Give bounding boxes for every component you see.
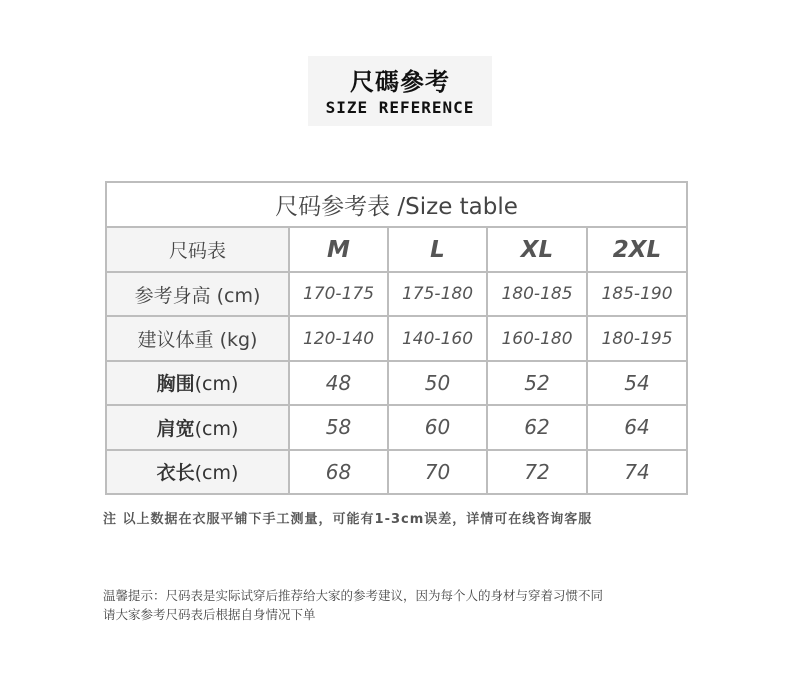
size-header: L (388, 227, 487, 272)
table-cell: 60 (388, 405, 487, 449)
table-header-row (106, 227, 687, 272)
tip-text (103, 586, 603, 624)
size-header: XL (487, 227, 587, 272)
table-cell: 160-180 (487, 316, 587, 360)
table-cell: 54 (587, 361, 687, 405)
page-subtitle: SIZE REFERENCE (325, 98, 475, 117)
measurement-note: 注 以上数据在衣服平铺下手工测量，可能有1-3cm误差，详情可在线咨询客服 (103, 512, 593, 527)
table-cell: 120-140 (289, 316, 388, 360)
title-block (308, 56, 492, 126)
size-header: M (289, 227, 388, 272)
corner-label: 尺码表 (106, 227, 289, 272)
table-cell: 52 (487, 361, 587, 405)
table-caption: 尺码参考表 /Size table (106, 182, 687, 227)
table-cell: 74 (587, 450, 687, 494)
table-row (106, 316, 687, 360)
table-cell: 175-180 (388, 272, 487, 316)
table-row (106, 272, 687, 316)
tip-line: 请大家参考尺码表后根据自身情况下单 (103, 607, 316, 622)
table-cell: 58 (289, 405, 388, 449)
table-row (106, 361, 687, 405)
table-cell: 50 (388, 361, 487, 405)
row-label-length (106, 450, 289, 494)
table-cell: 62 (487, 405, 587, 449)
table-caption-row (106, 182, 687, 227)
table-cell: 68 (289, 450, 388, 494)
row-label-weight: 建议体重 (kg) (106, 316, 289, 360)
row-label-text: 胸围 (156, 373, 195, 396)
row-label-shoulder (106, 405, 289, 449)
table-cell: 180-195 (587, 316, 687, 360)
table-cell: 72 (487, 450, 587, 494)
row-label-unit: (cm) (194, 373, 239, 396)
tip-line: 温馨提示：尺码表是实际试穿后推荐给大家的参考建议，因为每个人的身材与穿着习惯不同 (103, 588, 604, 603)
row-label-unit: (cm) (194, 417, 239, 440)
table-cell: 185-190 (587, 272, 687, 316)
table-cell: 170-175 (289, 272, 388, 316)
table-cell: 180-185 (487, 272, 587, 316)
table-cell: 48 (289, 361, 388, 405)
table-row (106, 405, 687, 449)
table-row (106, 450, 687, 494)
table-cell: 140-160 (388, 316, 487, 360)
row-label-height: 参考身高 (cm) (106, 272, 289, 316)
row-label-unit: (cm) (194, 462, 239, 485)
row-label-text: 衣长 (156, 462, 195, 485)
row-label-chest (106, 361, 289, 405)
table-cell: 64 (587, 405, 687, 449)
page-title: 尺碼參考 (350, 68, 450, 96)
size-table (105, 181, 688, 495)
table-cell: 70 (388, 450, 487, 494)
row-label-text: 肩宽 (156, 417, 195, 440)
size-header: 2XL (587, 227, 687, 272)
